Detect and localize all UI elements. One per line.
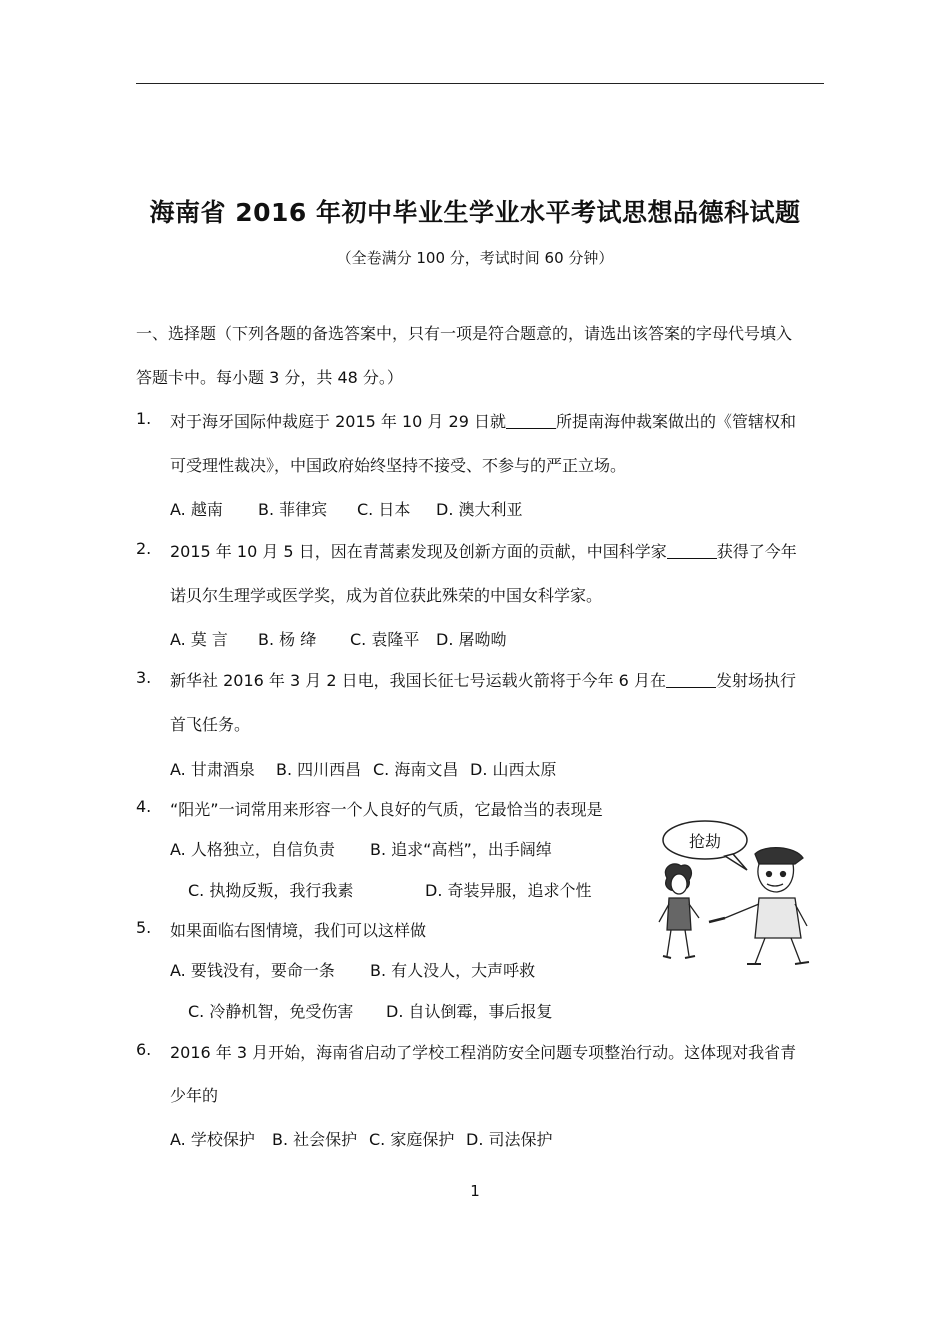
victim-figure (659, 864, 699, 958)
question-2-line1: 2015 年 10 月 5 日，因在青蒿素发现及创新方面的贡献，中国科学家 获得了今年 (170, 542, 797, 561)
question-6-number: 6. (136, 1040, 152, 1059)
question-1-line1: 对于海牙国际仲裁庭于 2015 年 10 月 29 日就 所提南海仲裁案做出的《管辖权和 (170, 412, 796, 431)
question-2-option-a: A. 莫 言 (170, 630, 228, 649)
question-5-line1: 如果面临右图情境，我们可以这样做 (170, 921, 427, 940)
question-6-line1: 2016 年 3 月开始，海南省启动了学校工程消防安全问题专项整治行动。这体现对我省青 (170, 1043, 797, 1062)
question-4-option-b: B. 追求“高档”，出手阔绰 (370, 840, 552, 859)
section-instruction-line1: 一、选择题（下列各题的备选答案中，只有一项是符合题意的，请选出该答案的字母代号填入 (136, 324, 793, 343)
question-5-option-d: D. 自认倒霉，事后报复 (386, 1002, 553, 1021)
question-6-option-c: C. 家庭保护 (369, 1130, 455, 1149)
question-6-line2: 少年的 (170, 1086, 219, 1105)
answer-blank (666, 671, 716, 688)
question-1-option-b: B. 菲律宾 (258, 500, 328, 519)
question-3-option-d: D. 山西太原 (470, 760, 557, 779)
question-4-option-c: C. 执拗反叛，我行我素 (188, 881, 354, 900)
question-3-line1: 新华社 2016 年 3 月 2 日电，我国长征七号运载火箭将于今年 6 月在 发射场执行 (170, 671, 796, 690)
page-number: 1 (470, 1182, 480, 1200)
question-4-line1: “阳光”一词常用来形容一个人良好的气质，它最恰当的表现是 (170, 800, 603, 819)
question-6-option-b: B. 社会保护 (272, 1130, 358, 1149)
question-3-option-b: B. 四川西昌 (276, 760, 362, 779)
answer-blank (506, 412, 556, 429)
question-4-number: 4. (136, 797, 152, 816)
question-3-line2: 首飞任务。 (170, 715, 251, 734)
answer-blank (667, 542, 717, 559)
header-rule (136, 83, 824, 84)
question-4-option-d: D. 奇装异服，追求个性 (425, 881, 592, 900)
question-3-option-c: C. 海南文昌 (373, 760, 459, 779)
robber-figure (709, 848, 809, 964)
question-1-option-a: A. 越南 (170, 500, 223, 519)
question-3-number: 3. (136, 668, 152, 687)
speech-text: 抢劫 (688, 832, 722, 851)
question-2-option-c: C. 袁隆平 (350, 630, 420, 649)
question-6-option-d: D. 司法保护 (466, 1130, 553, 1149)
robbery-illustration (655, 818, 813, 970)
question-2-number: 2. (136, 539, 152, 558)
question-1-option-d: D. 澳大利亚 (436, 500, 523, 519)
question-5-option-c: C. 冷静机智，免受伤害 (188, 1002, 354, 1021)
question-1-number: 1. (136, 409, 152, 428)
question-1-line2: 可受理性裁决》，中国政府始终坚持不接受、不参与的严正立场。 (170, 456, 627, 475)
page-subtitle: （全卷满分 100 分，考试时间 60 分钟） (336, 249, 614, 267)
question-2-line2: 诺贝尔生理学或医学奖，成为首位获此殊荣的中国女科学家。 (170, 586, 603, 605)
page-title: 海南省 2016 年初中毕业生学业水平考试思想品德科试题 (149, 198, 801, 227)
question-3-option-a: A. 甘肃酒泉 (170, 760, 255, 779)
question-2-option-d: D. 屠呦呦 (436, 630, 507, 649)
section-instruction-line2: 答题卡中。每小题 3 分，共 48 分。） (136, 368, 403, 387)
question-5-number: 5. (136, 918, 152, 937)
question-5-option-b: B. 有人没人，大声呼救 (370, 961, 536, 980)
question-6-option-a: A. 学校保护 (170, 1130, 255, 1149)
question-2-option-b: B. 杨 绛 (258, 630, 317, 649)
question-1-option-c: C. 日本 (357, 500, 411, 519)
question-5-option-a: A. 要钱没有，要命一条 (170, 961, 335, 980)
question-4-option-a: A. 人格独立，自信负责 (170, 840, 335, 859)
